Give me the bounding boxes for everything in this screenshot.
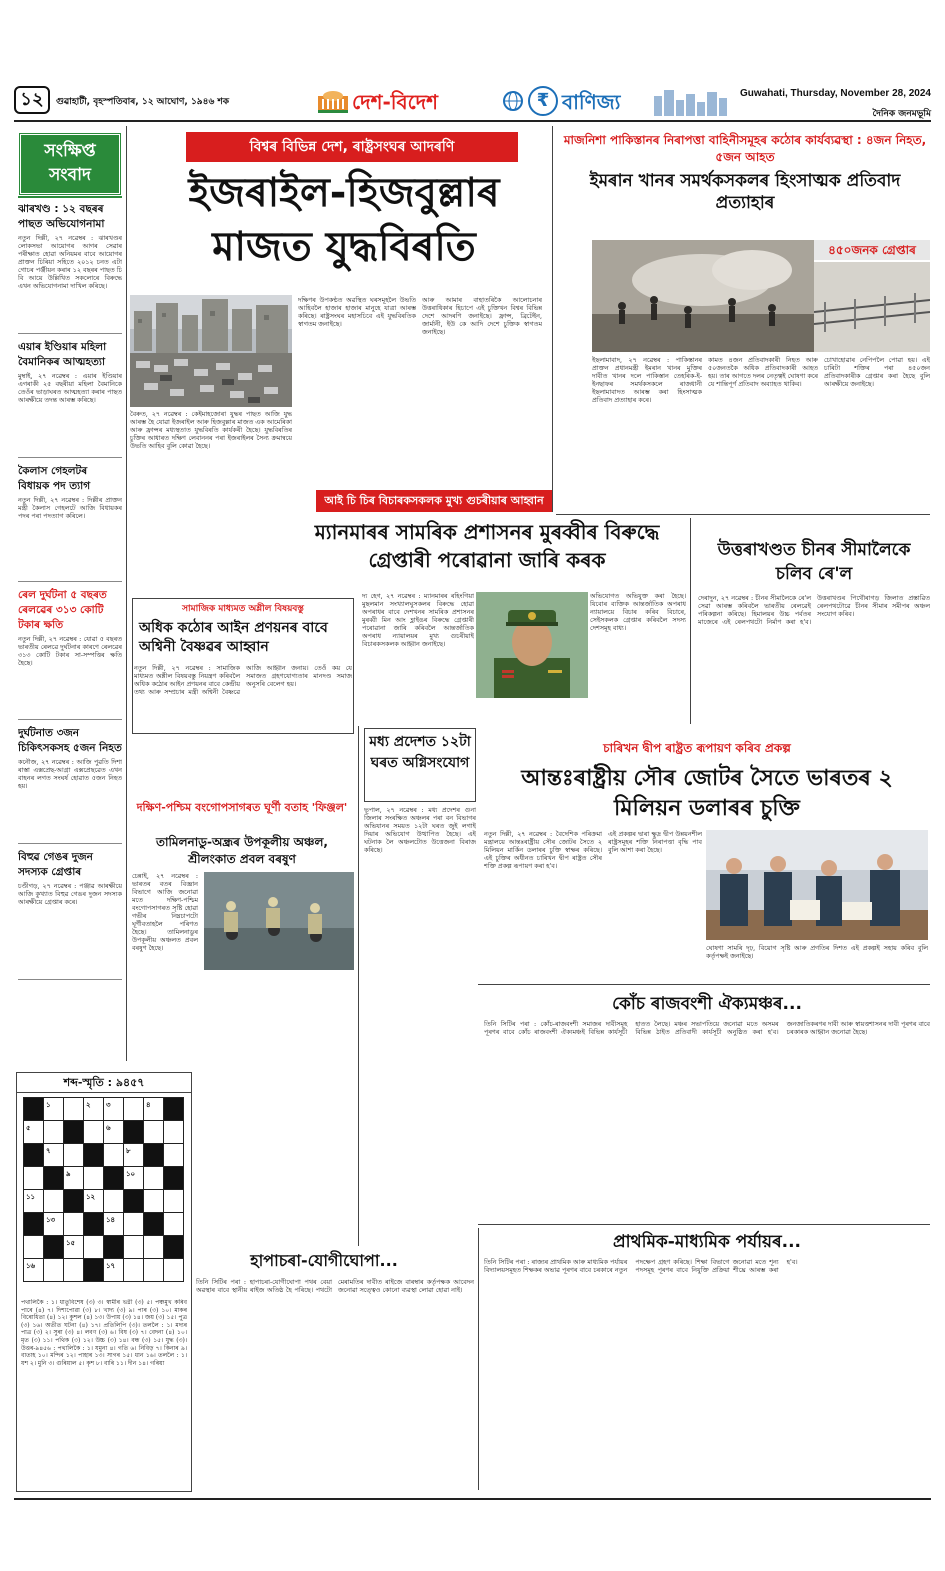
sidebar-divider (126, 126, 127, 1061)
crossword-cell-number: ১৬ (26, 1262, 36, 1270)
crossword-cell[interactable] (123, 1212, 144, 1236)
date-local: গুৱাহাটী, বৃহস্পতিবাৰ, ১২ আঘোণ, ১৯৪৬ শক (56, 97, 230, 107)
crossword-cell-number: ১২ (86, 1193, 96, 1201)
mp-body: ভূপাল, ২৭ নৱেম্বৰ : মধ্য প্ৰদেশৰ গুনা জিলাৰ সংৰক্ষিত অঞ্চলৰ পৰা বন বিভাগৰ অভিযানৰ সময়ত ১২টা ঘৰত জুই লগাই দিয়াৰ অভিযোগ উত্থাপিত হৈছে। এই ঘটনাক লৈ অঞ্চলটোত উত্তেজনা বিৰাজ কৰিছে। (364, 806, 476, 854)
crossword-black-cell (103, 1166, 124, 1190)
lead-photo-beirut-traffic (130, 295, 292, 407)
brief-headline: ৰেল দুৰ্ঘটনা ৫ বছৰত ৰেলৱেৰ ৩১৩ কোটি টকাৰ ক্ষতি (18, 589, 107, 631)
crossword-black-cell (43, 1235, 64, 1259)
uk-headline: উত্তৰাখণ্ডত চীনৰ সীমালৈকে চলিব ৰে'ল (717, 540, 911, 584)
crossword-black-cell (123, 1120, 144, 1144)
crossword-cell[interactable] (43, 1212, 64, 1236)
hapachara-body: তিনি সিটিৰ পৰা : হাপাচৰা-যোগীঘোপা পথৰ বেয়া অৱস্থাৰ বাবে স্থানীয় ৰাইজ অতিষ্ঠ হৈ পৰিছে। পথটো মেৰামতিৰ দাবীত ৰাইজে বাৰম্বাৰ কৰ্তৃপক্ষক আবেদন জনোৱা সত্ত্বেও কোনো ব্যৱস্থা লোৱা হোৱা নাই। (196, 1278, 474, 1294)
solar-rule (478, 984, 930, 985)
brief-headline: ঝাৰখণ্ড : ১২ বছৰৰ পাছত অভিযোগনামা (18, 203, 105, 230)
icc-photo-general (476, 592, 588, 698)
pak-rule (556, 514, 930, 515)
mp-headline: মধ্য প্ৰদেশত ১২টা ঘৰত অগ্নিসংযোগ (369, 734, 471, 771)
crossword-grid (23, 1097, 185, 1289)
crossword-cell[interactable] (163, 1258, 184, 1282)
crossword-cell[interactable] (103, 1143, 124, 1167)
crossword-cell[interactable] (43, 1143, 64, 1167)
crossword-cell[interactable] (63, 1235, 84, 1259)
crossword-cell[interactable] (83, 1097, 104, 1121)
crossword-cell-number: ১৪ (106, 1216, 116, 1224)
brief-headline: এয়াৰ ইণ্ডিয়াৰ মহিলা বৈমানিকৰ আত্মহত্যা (18, 341, 107, 368)
parliament-icon (316, 86, 350, 114)
cyclone-kicker: দক্ষিণ-পশ্চিম বংগোপসাগৰত ঘূৰ্ণী বতাহ 'ফিঞ্জল' (136, 801, 348, 814)
crossword-cell[interactable] (43, 1258, 64, 1282)
crossword-cell-number: ১৫ (66, 1239, 76, 1247)
pak-body-2: কামত ৪জন প্ৰতিবাদকাৰী নিহত আৰু ৫০জনতকৈ অধিক প্ৰতিবাদকাৰী আহত হয়। তাৰ আগতে দলৰ নেতৃত্বই ঘোষণা কৰে যে শান্তিপূৰ্ণ প্ৰতিবাদ অব্যাহত থাকিব। (708, 356, 818, 388)
crossword-cell[interactable] (83, 1120, 104, 1144)
crossword-black-cell (23, 1097, 44, 1121)
header-rule (14, 120, 931, 122)
crossword-cell-number: ১০ (126, 1170, 136, 1178)
brief-item (18, 202, 122, 334)
sidebar-title-box (18, 132, 122, 196)
crossword-cell-number: ৬ (106, 1124, 111, 1132)
lead-body-3: আৰু আমাৰ বাহাতৰিকৈ আলোচনাৰ উত্তৰাধিকাৰ হিচাপে এই চুক্তিখন বিশ্বৰ বিভিন্ন দেশে আদৰণি জনাইছে। ফ্ৰান্স, ব্ৰিটেইন, জাৰ্মানী, ইউ কে আদি দেশে চুক্তিক স্বাগতম জনাইছে। (422, 296, 542, 336)
brief-headline: বিহুৱ গেঙৰ দুজন সদস্যক গ্ৰেপ্তাৰ (18, 851, 93, 878)
crossword-black-cell (63, 1120, 84, 1144)
crossword-cell-number: ১ (46, 1101, 51, 1109)
center-divider (358, 726, 359, 1246)
social-kicker: সামাজিক মাধ্যমত অশ্লীল বিষয়বস্তু (143, 601, 343, 617)
crossword-cell[interactable] (23, 1258, 44, 1282)
crossword-cell[interactable] (83, 1189, 104, 1213)
koch-rule (478, 1224, 930, 1225)
crossword-black-cell (63, 1189, 84, 1213)
pak-photo-protest (592, 240, 814, 352)
icc-right-divider (690, 518, 691, 724)
crossword-cell[interactable] (143, 1189, 164, 1213)
crossword-cell[interactable] (103, 1258, 124, 1282)
paper-name: দৈনিক জনমভূমি (872, 109, 931, 119)
solar-body-1: নতুন দিল্লী, ২৭ নৱেম্বৰ : বৈদেশিক পৰিক্ৰমা মন্ত্ৰালয়ে আন্তঃৰাষ্ট্ৰীয় সৌৰ জোটৰ সৈতে ২ মিলিয়ন মাৰ্কিন ডলাৰৰ চুক্তি স্বাক্ষৰ কৰিছে। এই চুক্তিৰ অধীনত চাৰিখন দ্বীপ ৰাষ্ট্ৰত সৌৰ শক্তি প্ৰকল্প ৰূপায়ণ কৰা হ'ব। (484, 830, 602, 870)
rupee-icon: ₹ (528, 86, 558, 116)
crossword-black-cell (43, 1166, 64, 1190)
crossword-black-cell (163, 1097, 184, 1121)
section-banijya: বাণিজ্য (562, 90, 621, 114)
social-body: নতুন দিল্লী, ২৭ নৱেম্বৰ : সামাজিক মাধ্যমত অশ্লীল বিষয়বস্তু নিয়ন্ত্ৰণ কৰিবলৈ অধিক কঠোৰ আইন প্ৰণয়নৰ বাবে কেন্দ্ৰীয় তথ্য আৰু সম্প্ৰচাৰ মন্ত্ৰী অশ্বিনী বৈষ্ণৱে আজি আহ্বান জনায়। তেওঁ কয় যে সমাজত গ্ৰহণযোগ্যতাৰ মানদণ্ড সমাজ অনুসৰি বেলেগ হয়। (134, 664, 352, 696)
brief-body: মুম্বাই, ২৭ নৱেম্বৰ : এয়াৰ ইণ্ডিয়াৰ এগৰাকী ২৫ বছৰীয়া মহিলা বৈমানিকে তেওঁৰ ভাড়াঘৰত আত্মহত্যা কৰাৰ পাছত আৰক্ষীয়ে তদন্ত আৰম্ভ কৰিছে। (18, 372, 122, 404)
pak-arrest-badge (814, 240, 930, 260)
crossword-cell-number: ৯ (66, 1170, 71, 1178)
brief-item (18, 340, 122, 458)
brief-headline: দুৰ্ঘটনাত ৩জন চিকিৎসকসহ ৫জন নিহত (18, 727, 122, 754)
crossword-cell-number: ১৭ (106, 1262, 116, 1270)
cyclone-photo-flood (204, 872, 354, 970)
brief-headline: কৈলাস গেহলটৰ বিধায়ক পদ ত্যাগ (18, 465, 91, 492)
crossword-panel (16, 1072, 192, 1492)
sidebar-title: সংক্ষিপ্ত সংবাদ (44, 141, 96, 185)
crossword-cell[interactable] (63, 1258, 84, 1282)
crossword-cell[interactable] (163, 1189, 184, 1213)
cyclone-headline: তামিলনাডু-অন্ধ্ৰৰ উপকূলীয় অঞ্চল, শ্ৰীলংকাত প্ৰবল বৰষুণ (156, 835, 328, 866)
crossword-black-cell (123, 1189, 144, 1213)
lead-headline: ইজৰাইল-হিজবুল্লাৰ মাজত যুদ্ধবিৰতি (188, 170, 500, 270)
solar-kicker: চাৰিখন দ্বীপ ৰাষ্ট্ৰত ৰূপায়ণ কৰিব প্ৰকল্প (603, 741, 791, 755)
solar-headline: আন্তঃৰাষ্ট্ৰীয় সৌৰ জোটৰ সৈতে ভাৰতৰ ২ মিলিয়ন ডলাৰৰ চুক্তি (521, 766, 893, 821)
lead-body-2: দক্ষিণৰ উপকণ্ঠত অৱস্থিত ঘৰসমূহলৈ উভতি আহিবলৈ হাজাৰ হাজাৰ মানুহে যাত্ৰা আৰম্ভ কৰিছে। ৰাষ্ট্ৰসংঘৰ মহাসচিবে এই যুদ্ধবিৰতিক স্বাগতম জনাইছে। (298, 296, 416, 328)
brief-body: নতুন দিল্লী, ২৭ নৱেম্বৰ : দিল্লীৰ প্ৰাক্তন মন্ত্ৰী কৈলাস গেহলটে আজি বিধায়কৰ পদৰ পৰা পদত্যাগ কৰিলে। (18, 496, 122, 520)
koch-body: তিনি সিটিৰ পৰা : কোঁচ-ৰাজবংশী সমাজৰ দাবীসমূহ পূৰণৰ বাবে কোঁচ ৰাজবংশী ঐক্যমঞ্চই বিভিন্ন কাৰ্যসূচী হাতত লৈছে। মঞ্চৰ সভাপতিয়ে জনোৱা মতে অসমৰ বিভিন্ন ঠাইত প্ৰতিবাদী কাৰ্যসূচী অনুষ্ঠিত কৰা হ'ব। জনজাতিকৰণৰ দাবী আৰু স্বায়ত্তশাসনৰ দাবী পূৰণৰ বাবে চৰকাৰক আহ্বান জনোৱা হৈছে। (484, 1020, 930, 1036)
crossword-black-cell (103, 1235, 124, 1259)
brief-body: চণ্ডীগড়, ২৭ নৱেম্বৰ : পঞ্জাৱ আৰক্ষীয়ে আজি কুখ্যাত বিহুৱ গেঙৰ দুজন সদস্যক আৰক্ষীয়ে গ্ৰেপ্তাৰ কৰে। (18, 882, 122, 906)
lead-kicker: বিশ্বৰ বিভিন্ন দেশ, ৰাষ্ট্ৰসংঘৰ আদৰণি (186, 132, 518, 162)
crossword-black-cell (23, 1212, 44, 1236)
crossword-cell[interactable] (103, 1189, 124, 1213)
crossword-cell[interactable] (163, 1143, 184, 1167)
lead-body-1: বৈৰুত, ২৭ নৱেম্বৰ : কেইমাহজোৰা যুদ্ধৰ পাছত আজি যুদ্ধ আৰম্ভ হৈ যোৱা ইজৰাইল আৰু হিজবুল্লাৰ মাজত এক আমেৰিকা আৰু ফ্ৰান্সৰ মধ্যস্থতাত যুদ্ধবিৰতি কাৰ্যকৰী হৈছে। যুদ্ধবিৰতিৰ চুক্তিৰ আধাৰত দক্ষিণ লেবাননৰ পৰা ইজৰাইলৰ সৈন্য ক্ৰমান্বয়ে উভতি আহিব বুলি কোৱা হৈছে। (130, 410, 292, 450)
crossword-cell[interactable] (83, 1166, 104, 1190)
primary-headline: প্ৰাথমিক-মাধ্যমিক পৰ্যায়ৰ... (612, 1232, 802, 1252)
crossword-black-cell (83, 1143, 104, 1167)
crossword-cell[interactable] (63, 1097, 84, 1121)
brief-item (18, 464, 122, 582)
brief-item (18, 850, 122, 980)
crossword-cell[interactable] (123, 1258, 144, 1282)
sidebar-briefs (18, 132, 122, 1092)
crossword-title: শব্দ-স্মৃতি : ৯৪৫৭ (17, 1073, 191, 1093)
crossword-black-cell (163, 1235, 184, 1259)
pak-kicker: মাজনিশা পাকিস্তানৰ নিৰাপত্তা বাহিনীসমূহৰ কঠোৰ কাৰ্যব্যৱস্থা : ৪জন নিহত, ৫জন আহত (563, 133, 927, 164)
crossword-cell[interactable] (43, 1189, 64, 1213)
crossword-cell[interactable] (143, 1235, 164, 1259)
mp-box (364, 728, 476, 802)
crossword-cell-number: ৪ (146, 1101, 151, 1109)
crossword-black-cell (83, 1212, 104, 1236)
pak-body-3: চোখাহোৱাৰ নেপিপলৈ পোৱা হয়। এই চাৰিটা শক্তিৰ পৰা ৪৫০জন প্ৰতিবাদকাৰীক গ্ৰেপ্তাৰ কৰা হৈছে বুলি আৰক্ষীয়ে জনাইছে। (824, 356, 930, 388)
brief-item (18, 588, 122, 720)
crossword-cell[interactable] (103, 1212, 124, 1236)
crossword-cell[interactable] (123, 1235, 144, 1259)
crossword-cell[interactable] (123, 1143, 144, 1167)
koch-headline: কোঁচ ৰাজবংশী ঐক্যমঞ্চৰ... (612, 994, 802, 1014)
crossword-black-cell (143, 1143, 164, 1167)
crossword-cell[interactable] (63, 1166, 84, 1190)
pak-photo-barricade (814, 262, 930, 352)
date-english: Guwahati, Thursday, November 28, 2024 (740, 88, 931, 99)
masthead (14, 86, 931, 120)
crossword-cell-number: ১৩ (46, 1216, 56, 1224)
crossword-clues: পথালিকৈ : ১। ধাতুবিশেষ (৩) ৩। স্বামীৰ ভগ্নী (৩) ৫। পঞ্চমুখ কৰিব পাৰে (৪) ৭। দিশ্যপোৱা (৩) ৮। খাদ্য (৩) ৯। পাৰ (৩) ১০। মাকৰ বিৰোধিতা (৪) ১২। কুশল (৪) ১৩। উপায় (৩) ১৪। জয় (৩) ১৫। পুত্ৰ (৩) ১৬। অতীত ঘটনা (৪) ১৭। প্ৰতিলিপি (৩)। তললৈ : ১। মদ্যৰ পাত্ৰ (৩) ২। সুৰা (৩) ৪। লবণ (৩) ৬। বিষ (৩) ৭। বেদনা (৪) ১০। মৃত (৩) ১১। পথিক (৩) ১২। উচ্চ (৩) ১৪। বন্ধ (৩) ১৫। যুদ্ধ (৩)। উত্তৰ-৯৪৫৬ : পথালিকৈ : ১। যমুনা ৪। গতি ৬। নিবিড় ৭। কিনাৰ ৯। বাতাহ ১০। মন্দিৰ ১২। পাহাৰ ১৩। সাগৰ ১৫। ধান ১৬। তললৈ : ১। যশ ২। মুনি ৩। গুৰিয়াল ৫। কৃশ ৮। বাৰি ১১। দীন ১৪। গৰিয়া (21, 1299, 187, 1367)
brief-item (18, 726, 122, 844)
crossword-cell[interactable] (23, 1120, 44, 1144)
crossword-cell[interactable] (83, 1235, 104, 1259)
crossword-cell[interactable] (143, 1166, 164, 1190)
crossword-cell[interactable] (103, 1097, 124, 1121)
brief-body: নতুন দিল্লী, ২৭ নৱেম্বৰ : যোৱা ৫ বছৰত ভাৰতীয় ৰেলৱে দুৰ্ঘটনাৰ কাৰণে ৰেলৱেৰ ৩১৩ কোটি টকাৰ সা-সম্পত্তিৰ ক্ষতি হৈছে। (18, 635, 122, 667)
crossword-cell[interactable] (63, 1212, 84, 1236)
crossword-cell-number: ৩ (106, 1101, 111, 1109)
bottom-center-divider (478, 1228, 479, 1490)
icc-headline: ম্যানমাৰৰ সামৰিক প্ৰশাসনৰ মুৰব্বীৰ বিৰুদ্ধে গ্ৰেপ্তাৰী পৰোৱানা জাৰি কৰক (314, 520, 660, 572)
crossword-cell[interactable] (43, 1120, 64, 1144)
brief-body: কনৌজ, ২৭ নৱেম্বৰ : আজি পুৱতি দিশা ৰাস্তা এক্সপ্ৰেছ-আগ্ৰা এক্সপ্ৰেছৱেত এখন বাহনৰ লগত সংঘৰ্ষ হোৱাত ৫জন নিহত হয়। (18, 758, 122, 790)
crossword-cell-number: ৮ (126, 1147, 131, 1155)
pak-arrest-badge-text: ৪৫০জনক গ্ৰেপ্তাৰ (828, 243, 916, 257)
social-headline: অধিক কঠোৰ আইন প্ৰণয়নৰ বাবে অশ্বিনী বৈষ্ণৱৰ আহ্বান (139, 620, 328, 655)
hapachara-headline: হাপাচৰা-যোগীঘোপা... (250, 1251, 398, 1270)
crossword-cell[interactable] (123, 1097, 144, 1121)
crossword-cell[interactable] (23, 1189, 44, 1213)
crossword-cell[interactable] (143, 1097, 164, 1121)
sidebar-items (18, 202, 122, 980)
pak-headline: ইমৰান খানৰ সমৰ্থকসকলৰ হিংসাত্মক প্ৰতিবাদ প্ৰত্যাহাৰ (589, 171, 901, 213)
primary-body: তিনি সিটিৰ পৰা : ৰাজ্যৰ প্ৰাথমিক আৰু মাধ্যমিক পৰ্যায়ৰ বিদ্যালয়সমূহত শিক্ষকৰ অভাৱ পূৰণৰ বাবে চৰকাৰে নতুন পদক্ষেপ গ্ৰহণ কৰিছে। শিক্ষা বিভাগে জনোৱা মতে শূন্য পদসমূহ পূৰণৰ বাবে নিযুক্তি প্ৰক্ৰিয়া শীঘ্ৰে আৰম্ভ কৰা হ'ব। (484, 1258, 798, 1274)
crossword-cell[interactable] (63, 1143, 84, 1167)
crossword-black-cell (143, 1212, 164, 1236)
section-desh-bidesh: দেশ-বিদেশ (352, 90, 438, 114)
icc-body-2: অভিযোগত অভিযুক্ত কৰা হৈছে। যিবোৰ ব্যক্তিক আন্তৰ্জাতিক অপৰাধ ন্যায়ালয়ে বিচাৰ কৰিব বিচাৰে, সেইসকলক গ্ৰেপ্তাৰ কৰিবলৈ সদস্য দেশসমূহ বাধ্য। (590, 592, 686, 632)
crossword-cell[interactable] (23, 1235, 44, 1259)
globe-icon (502, 90, 524, 112)
crossword-cell[interactable] (143, 1258, 164, 1282)
pak-body-1: ইছলামাবাদ, ২৭ নৱেম্বৰ : পাকিস্তানৰ প্ৰাক্তন প্ৰধানমন্ত্ৰী ইমৰান খানৰ মুক্তিৰ দাবীত খানৰ দলে পাকিস্তান তেহৰিক-ই-ইনছাফৰ সমৰ্থকসকলে ৰাজধানী ইছলামাবাদত আৰম্ভ কৰা হিংসাত্মক প্ৰতিবাদ প্ৰত্যাহাৰ কৰে। (592, 356, 702, 404)
icc-kicker: আই চি চিৰ বিচাৰকসকলক মুখ্য গুচৰীয়াৰ আহ্বান (316, 490, 552, 512)
footer-rule (14, 1498, 931, 1500)
brief-body: নতুন দিল্লী, ২৭ নৱেম্বৰ : ঝাৰখণ্ডৰ লোকসভা আয়োগৰ আগৰ সেৱাৰ পৰীক্ষাত হোৱা অনিয়মৰ বাবে আয়োগৰ প্ৰাক্তন চিৰিয়া সহিতে ২০১২ চনত এটা গোচৰ পঞ্জীয়ন কৰাৰ ১২ বছৰৰ পাছত চি বি আয়ে উল্লিখিত সকলোৰে বিৰুদ্ধে এখন অভিযোগনামা দাখিল কৰিছে। (18, 234, 122, 290)
crossword-cell[interactable] (43, 1097, 64, 1121)
crossword-cell-number: ২ (86, 1101, 91, 1109)
crossword-black-cell (163, 1166, 184, 1190)
solar-photo-signing (706, 830, 928, 940)
crossword-cell[interactable] (143, 1120, 164, 1144)
solar-body-3: ঘোষণা সামৰি দৃঢ়, বিয়োগ সৃষ্টি আৰু প্ৰগতিৰ দিশত এই প্ৰকল্পই সহায় কৰিব বুলি কৰ্তৃপক্ষই জনাইছে। (706, 944, 928, 960)
crossword-cell[interactable] (163, 1120, 184, 1144)
crossword-cell[interactable] (103, 1120, 124, 1144)
crossword-cell[interactable] (123, 1166, 144, 1190)
crossword-black-cell (23, 1143, 44, 1167)
page-number: ১২ (14, 86, 50, 114)
cyclone-body: চেন্নাই, ২৭ নৱেম্বৰ : ভাৰতৰ বতৰ বিজ্ঞান বিভাগে আজি জনোৱা মতে দক্ষিণ-পশ্চিম বংগোপসাগৰত সৃষ্টি হোৱা গভীৰ নিম্নচাপটো ঘূৰ্ণীবতাহলৈ পৰিণত হৈছে। তামিলনাডুৰ উপকূলীয় অঞ্চলত প্ৰবল বৰষুণ হৈছে। (132, 872, 198, 952)
crossword-cell-number: ৫ (26, 1124, 31, 1132)
crossword-cell[interactable] (163, 1212, 184, 1236)
lead-right-divider (552, 126, 553, 512)
crossword-cell-number: ১১ (26, 1193, 36, 1201)
uk-body: দেৰাদুন, ২৭ নৱেম্বৰ : চীনৰ সীমালৈকে ৰে'ল সেৱা আৰম্ভ কৰিবলৈ ভাৰতীয় ৰেলৱেই পৰিকল্পনা কৰিছে। হিমালয়ৰ উচ্চ পৰ্বতৰ মাজেৰে এই ৰেলপথটো নিৰ্মাণ কৰা হ'ব। উত্তৰাখণ্ডৰ পিথৌৰাগড় জিলাত প্ৰস্তাৱিত ৰেলপথটোৱে চীনৰ সীমাৰ সমীপৰ অঞ্চল সংযোগ কৰিব। (698, 594, 930, 626)
crossword-cell-number: ৭ (46, 1147, 51, 1155)
solar-body-2: এই প্ৰকল্পৰ দ্বাৰা ক্ষুদ্ৰ দ্বীপ উন্নয়নশীল ৰাষ্ট্ৰসমূহৰ শক্তি নিৰাপত্তা বৃদ্ধি পাব বুলি আশা কৰা হৈছে। (608, 830, 702, 854)
crossword-black-cell (83, 1258, 104, 1282)
icc-body-1: দ্য হেগ, ২৭ নৱেম্বৰ : ম্যানমাৰৰ ৰহিংগিয়া মুছলমান সংখ্যালঘুসকলৰ বিৰুদ্ধে হোৱা অপৰাধৰ বাবে দেশখনৰ সামৰিক প্ৰশাসনৰ মুৰব্বী মিন আং হ্লাইঙৰ বিৰুদ্ধে গ্ৰেপ্তাৰী পৰোৱানা জাৰি কৰিবলৈ আন্তৰ্জাতিক অপৰাধ ন্যায়ালয়ৰ মুখ্য গুচৰীয়াই বিচাৰকসকলক আহ্বান জনাইছে। (362, 592, 474, 648)
skyline-icon (650, 86, 730, 116)
crossword-cell[interactable] (23, 1166, 44, 1190)
